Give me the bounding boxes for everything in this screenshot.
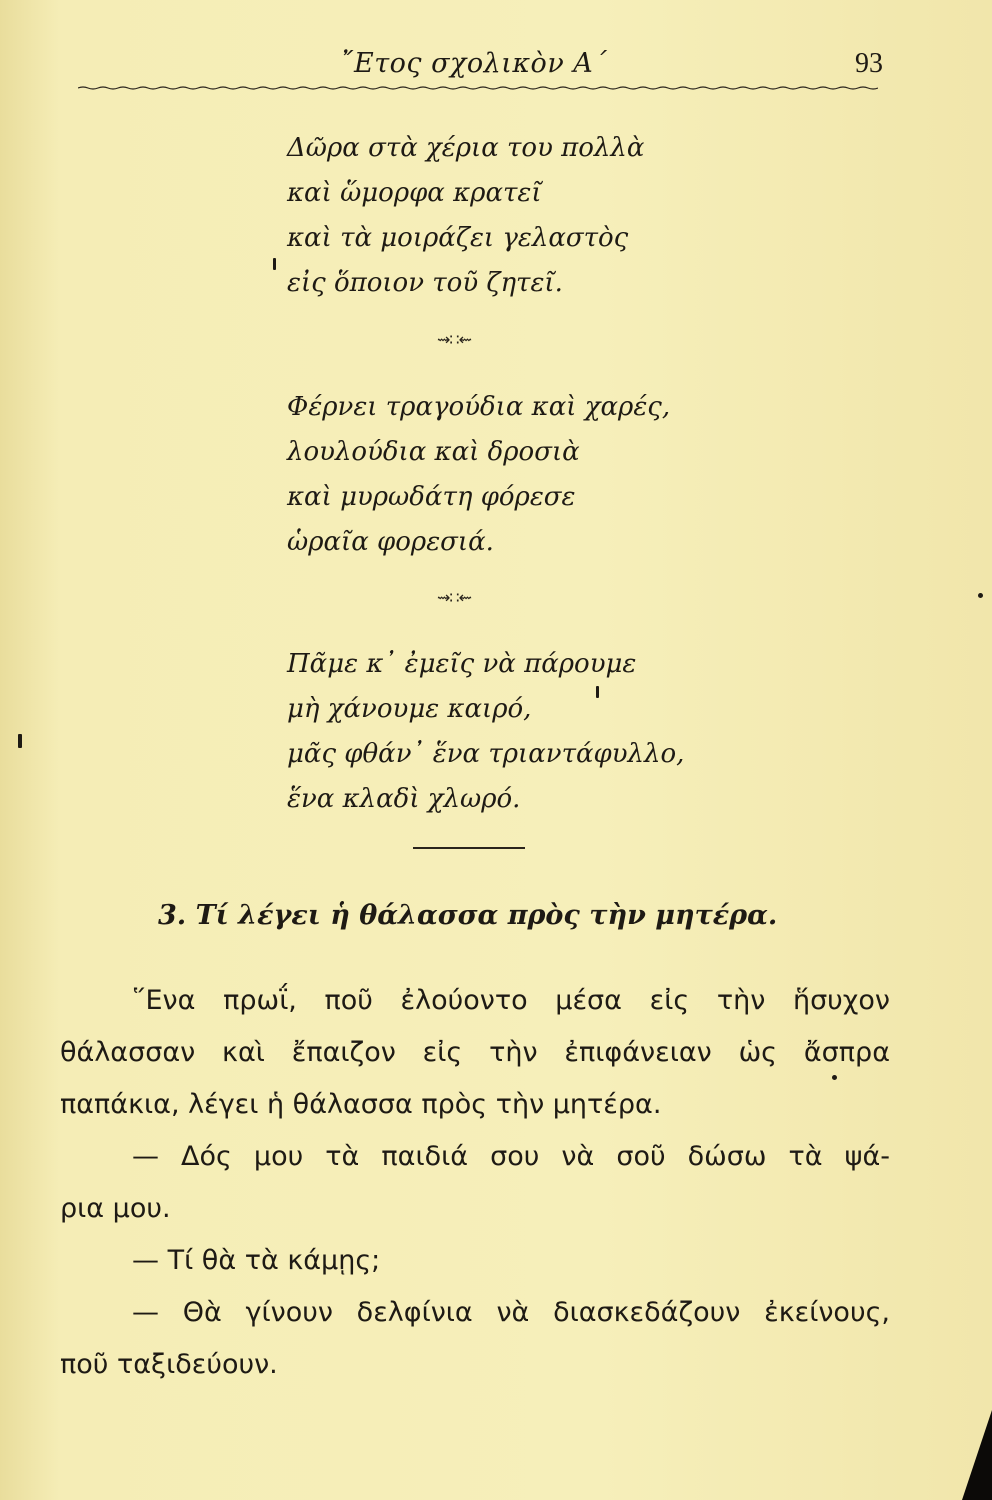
running-title: ῎Ετος σχολικὸν Α΄ — [340, 48, 608, 79]
poem-stanza-3 — [287, 642, 684, 822]
dialogue-line: — Δός μου τὰ παιδιά σου νὰ σοῦ δώσω τὰ ψά- — [132, 1141, 890, 1172]
paper-mark — [978, 593, 983, 598]
paper-mark — [596, 686, 599, 698]
poem-line: καὶ τὰ μοιράζει γελαστὸς — [287, 223, 629, 253]
poem-stanza-1 — [287, 126, 644, 306]
paper-mark — [832, 1075, 837, 1080]
poem-stanza-2 — [287, 385, 670, 565]
page-number: 93 — [855, 48, 883, 79]
stanza-ornament: ⇝∷⇜ — [437, 330, 471, 349]
poem-line: μᾶς φθάν᾽ ἕνα τριαντάφυλλο, — [287, 739, 685, 769]
poem-line: καὶ ὥμορφα κρατεῖ — [287, 178, 542, 208]
poem-line: Δῶρα στὰ χέρια του πολλὰ — [287, 133, 645, 163]
section-divider — [413, 847, 525, 849]
dialogue-line: — Θὰ γίνουν δελφίνια νὰ διασκεδάζουν ἐκείνους, — [132, 1297, 890, 1328]
dialogue-line: — Τί θὰ τὰ κάμῃς; — [132, 1245, 381, 1276]
page-corner-shadow — [962, 1410, 992, 1500]
poem-line: μὴ χάνουμε καιρό, — [287, 694, 532, 724]
poem-line: λουλούδια καὶ δροσιὰ — [287, 437, 580, 467]
section-body — [60, 975, 890, 1391]
poem-line: ἕνα κλαδὶ χλωρό. — [287, 784, 521, 814]
stanza-ornament: ⇝∷⇜ — [437, 588, 471, 607]
poem-line: καὶ μυρωδάτη φόρεσε — [287, 482, 576, 512]
paper-mark — [18, 734, 22, 748]
paragraph-line: θάλασσαν καὶ ἔπαιζον εἰς τὴν ἐπιφάνειαν ὡς ἄσπρα — [60, 1037, 890, 1068]
paragraph-line: ῞Ενα πρωΐ, ποῦ ἐλούοντο μέσα εἰς τὴν ἥσυχον — [132, 985, 890, 1016]
paragraph-line: παπάκια, λέγει ἡ θάλασσα πρὸς τὴν μητέρα. — [60, 1089, 662, 1120]
poem-line: εἰς ὅποιον τοῦ ζητεῖ. — [287, 268, 563, 298]
poem-line: ὡραῖα φορεσιά. — [287, 527, 494, 557]
poem-line: Φέρνει τραγούδια καὶ χαρές, — [287, 392, 671, 422]
page-header — [0, 44, 992, 84]
section-heading: 3. Τί λέγει ἡ θάλασσα πρὸς τὴν μητέρα. — [158, 900, 778, 931]
dialogue-line: ρια μου. — [60, 1193, 171, 1224]
dialogue-line: ποῦ ταξιδεύουν. — [60, 1349, 278, 1380]
poem-line: Πᾶμε κ᾽ ἐμεῖς νὰ πάρουμε — [287, 649, 637, 679]
paper-mark — [273, 258, 276, 270]
header-wavy-rule — [78, 86, 878, 90]
